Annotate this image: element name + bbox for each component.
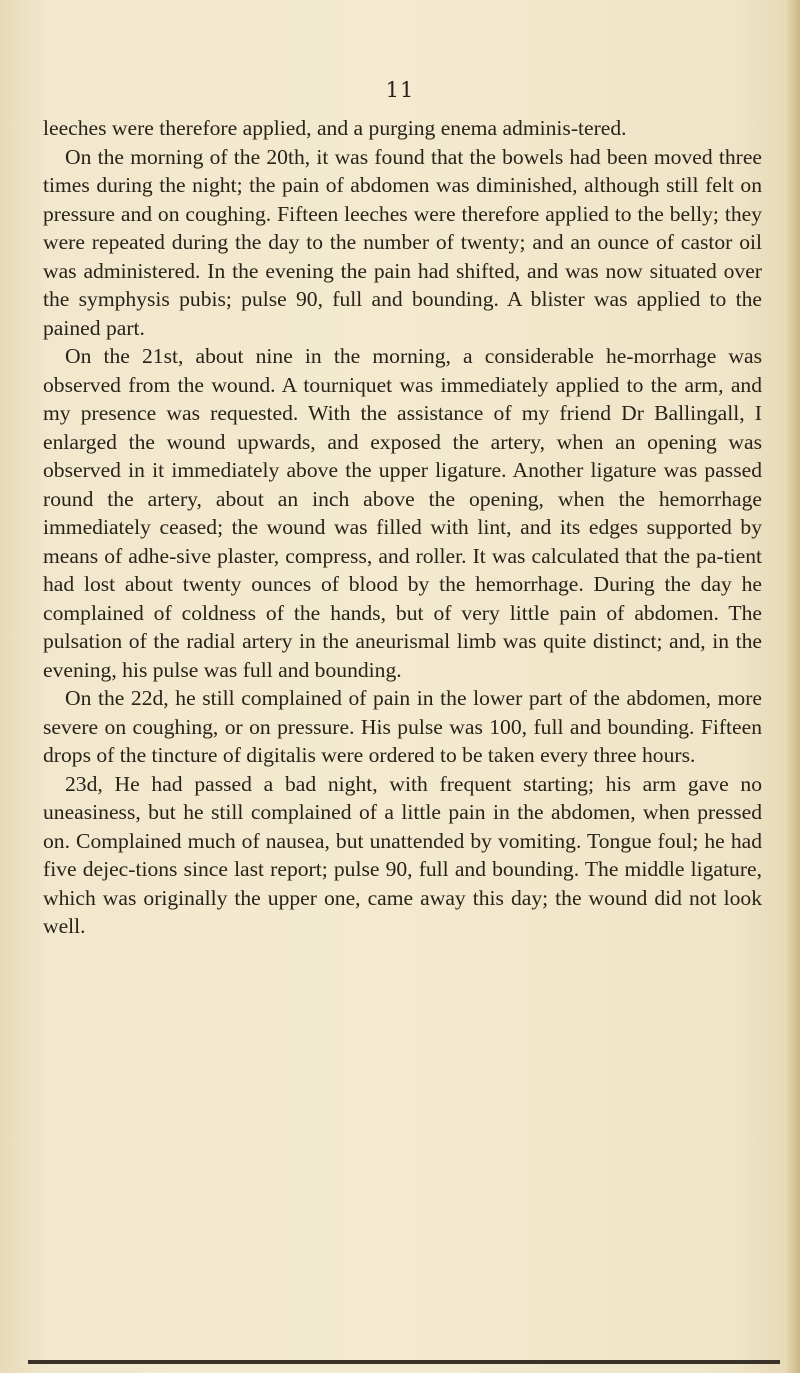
- body-text: [43, 114, 762, 941]
- paragraph-23d: 23d, He had passed a bad night, with frequent starting; his arm gave no uneasiness, but he still complained of a little pain in the abdomen, when pressed on. Complained much of nausea, but unattended by vomiting. Tongue foul; he had five dejec-tions since last report; pulse 90, full and bounding. The middle ligature, which was originally the upper one, came away this day; the wound did not look well.: [43, 771, 762, 938]
- paragraph-22d: On the 22d, he still complained of pain in the lower part of the abdomen, more severe on coughing, or on pressure. His pulse was 100, full and bounding. Fifteen drops of the tincture of digitalis were ordered to be taken every three hours.: [43, 686, 762, 767]
- page-number: 11: [385, 78, 415, 102]
- bottom-rule: [28, 1360, 780, 1364]
- page-edge-shadow: [786, 0, 800, 1373]
- paragraph-20th: On the morning of the 20th, it was found that the bowels had been moved three times during the night; the pain of abdomen was diminished, although still felt on pressure and on coughing. Fifteen leeches were therefore applied to the belly; they were repeated during the day to the number of twenty; and an ounce of castor oil was administered. In the evening the pain had shifted, and was now situated over the symphysis pubis; pulse 90, full and bounding. A blister was applied to the pained part.: [43, 144, 762, 340]
- paragraph-continuation: leeches were therefore applied, and a purging enema adminis-tered.: [43, 116, 627, 140]
- paragraph-21st: On the 21st, about nine in the morning, a considerable he-morrhage was observed from the wound. A tourniquet was immediately applied to the arm, and my presence was requested. With the assistance of my friend Dr Ballingall, I enlarged the wound upwards, and exposed the artery, when an opening was observed in it immediately above the upper ligature. Another ligature was passed round the artery, about an inch above the opening, when the hemorrhage immediately ceased; the wound was filled with lint, and its edges supported by means of adhe-sive plaster, compress, and roller. It was calculated that the pa-tient had lost about twenty ounces of blood by the hemorrhage. During the day he complained of coldness of the hands, but of very little pain of abdomen. The pulsation of the radial artery in the aneurismal limb was quite distinct; and, in the evening, his pulse was full and bounding.: [43, 344, 762, 682]
